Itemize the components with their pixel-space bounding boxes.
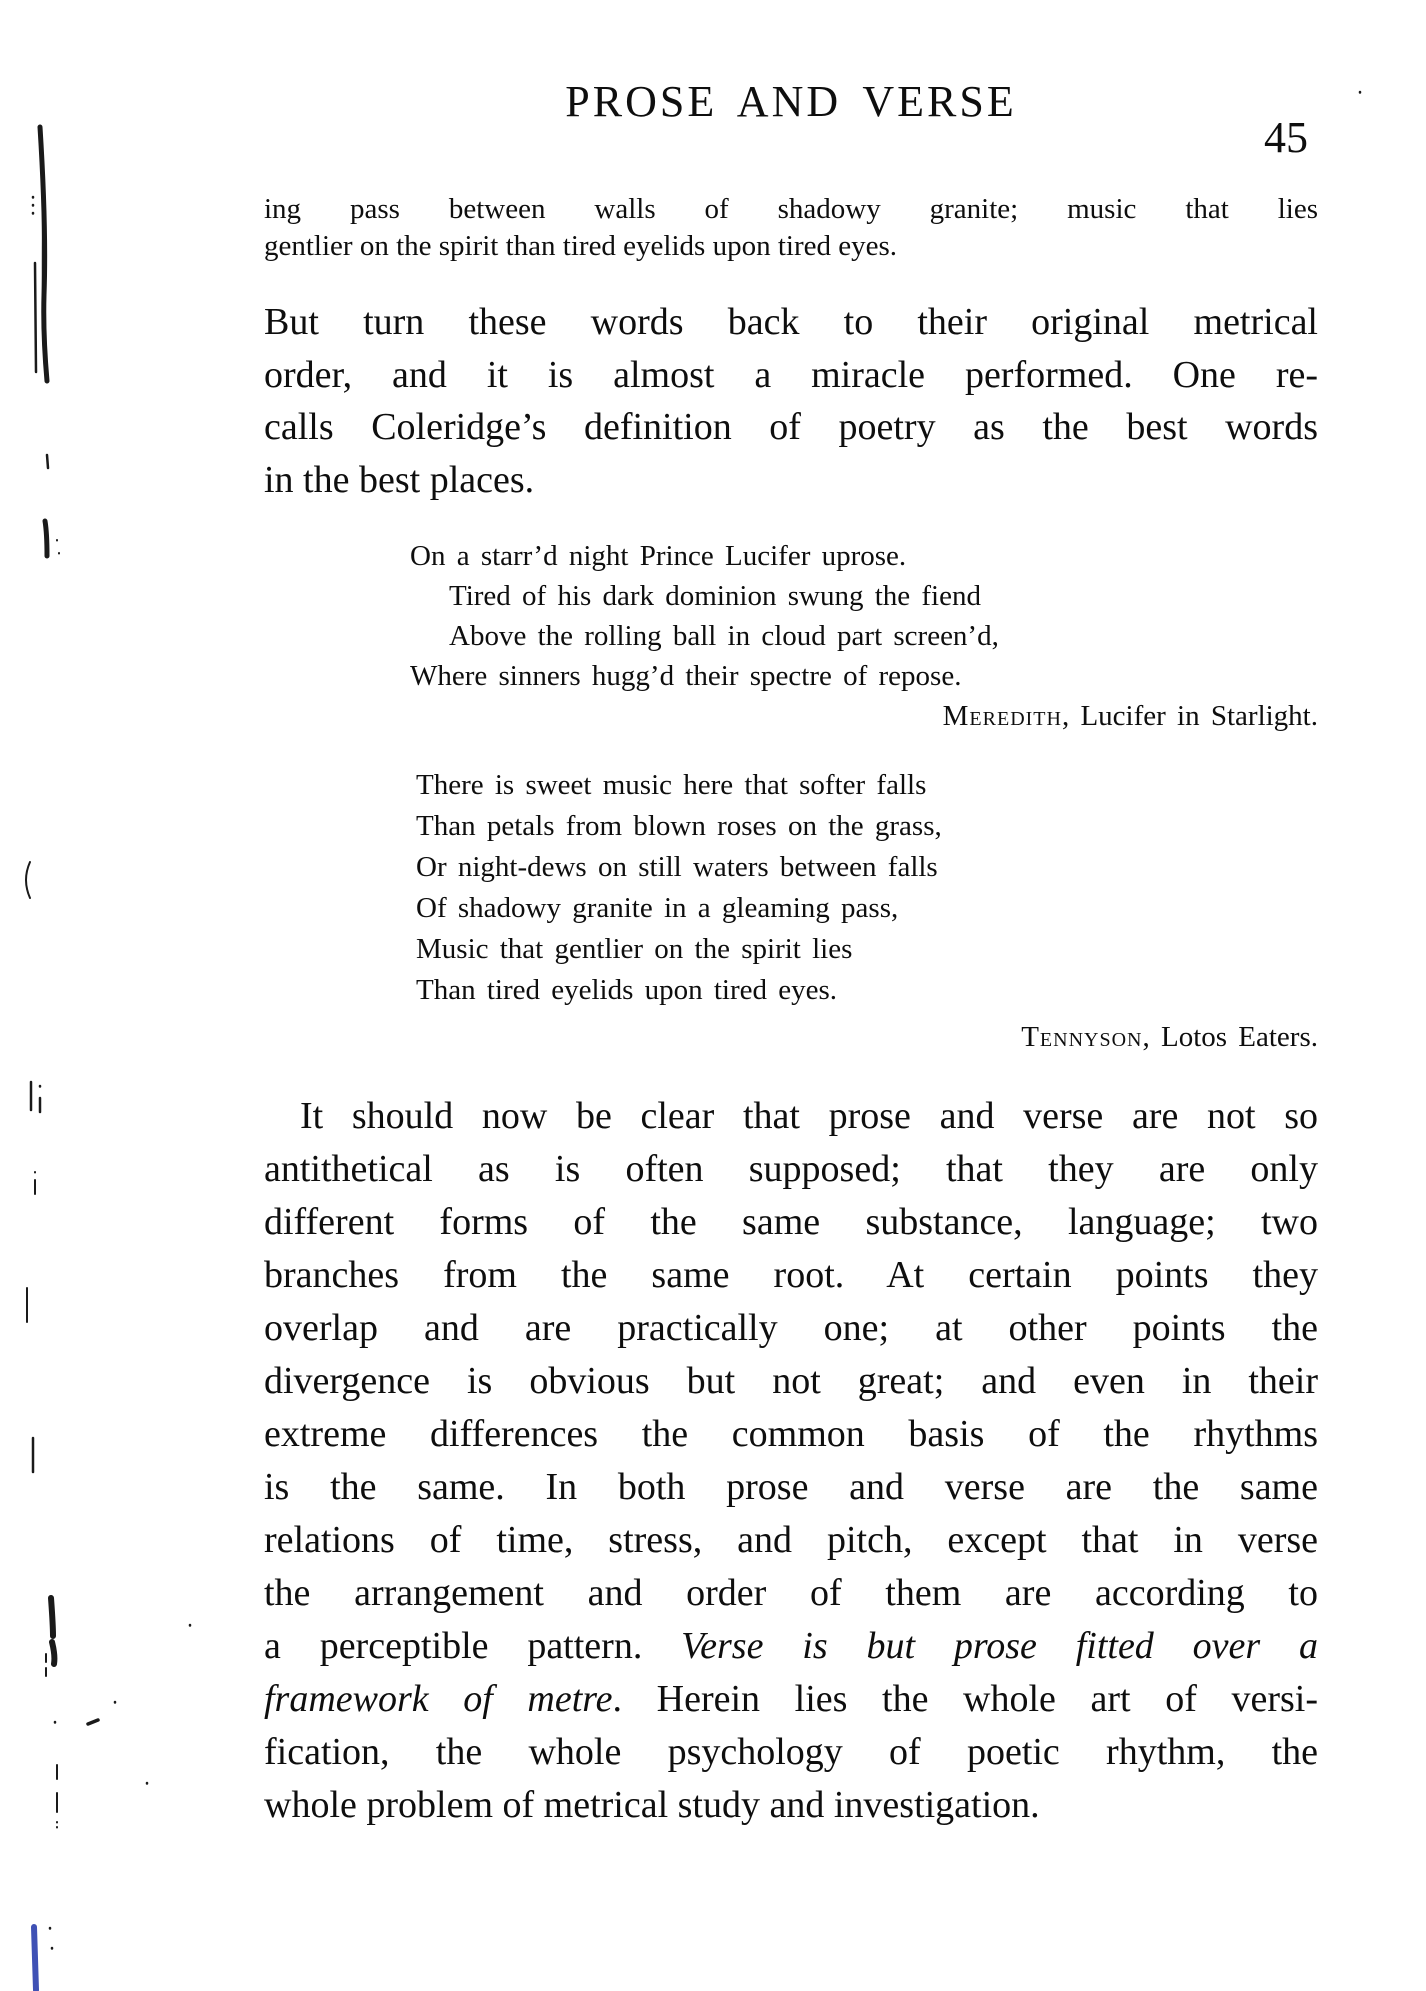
verse-line: Than petals from blown roses on the grass, xyxy=(416,810,942,842)
paragraph-metrical xyxy=(264,296,1318,507)
text-line: calls Coleridge’s definition of poetry as the best words xyxy=(264,406,1318,449)
text-segment: a perceptible pattern. xyxy=(264,1625,643,1667)
text-line: But turn these words back to their original metrical xyxy=(264,301,1318,343)
margin-dash-slant xyxy=(88,1720,98,1724)
paragraph-closing xyxy=(264,1090,1318,1832)
text-line: the arrangement and order of them are according to xyxy=(264,1572,1318,1614)
attribution-work: , Lotos Eaters. xyxy=(1142,1021,1318,1053)
text-line: in the best places. xyxy=(264,459,535,502)
text-line: is the same. In both prose and verse are the same xyxy=(264,1466,1318,1508)
verse-line: Than tired eyelids upon tired eyes. xyxy=(416,974,838,1006)
text-line: antithetical as is often supposed; that they are only xyxy=(264,1148,1318,1190)
margin-mark-cluster xyxy=(31,1082,40,1112)
attribution-author: Meredith xyxy=(942,700,1062,732)
text-line xyxy=(264,1673,1318,1726)
text-line: ing pass between walls of shadowy granite; music that lies xyxy=(264,193,1318,225)
attribution-author: Tennyson xyxy=(1021,1021,1143,1053)
page-number: 45 xyxy=(1264,113,1308,162)
gutter-stroke-ragged xyxy=(42,150,43,305)
text-segment: . Herein lies the whole art of versi- xyxy=(612,1678,1318,1720)
margin-paren-mark xyxy=(26,862,30,898)
text-line: It should now be clear that prose and verse are not so xyxy=(300,1095,1318,1137)
blue-ink-mark xyxy=(34,1927,36,1990)
verse-line: Or night-dews on still waters between falls xyxy=(416,851,938,883)
text-line: order, and it is almost a miracle performed. One re- xyxy=(264,353,1318,396)
verse-line: Above the rolling ball in cloud part screen’d, xyxy=(449,620,999,652)
quote-attribution xyxy=(410,696,1318,736)
text-segment-italic: framework of metre xyxy=(264,1678,613,1720)
text-line: divergence is obvious but not great; and even in their xyxy=(264,1360,1318,1402)
margin-blob-2 xyxy=(51,1598,53,1636)
page-header-title: PROSE AND VERSE xyxy=(565,77,1017,126)
text-line: branches from the same root. At certain points they xyxy=(264,1254,1318,1296)
text-line: different forms of the same substance, language; two xyxy=(264,1201,1318,1243)
text-line xyxy=(264,1620,1318,1673)
gutter-stroke xyxy=(40,127,47,381)
text-line: whole problem of metrical study and investigation. xyxy=(264,1784,1040,1826)
text-line: extreme differences the common basis of the rhythms xyxy=(264,1413,1318,1455)
margin-blob-3 xyxy=(52,1642,54,1664)
margin-blob-1 xyxy=(45,521,47,556)
attribution-work: , Lucifer in Starlight. xyxy=(1061,700,1318,732)
verse-line: Of shadowy granite in a gleaming pass, xyxy=(416,892,899,924)
verse-line: Tired of his dark dominion swung the fiend xyxy=(449,580,981,612)
verse-line: Where sinners hugg’d their spectre of repose. xyxy=(410,660,962,692)
quote-attribution xyxy=(416,1017,1318,1058)
paragraph-continuation xyxy=(264,191,1318,265)
gutter-stroke-thin xyxy=(35,263,36,372)
margin-blob-1-dots xyxy=(57,540,59,554)
text-segment-italic: Verse is but prose fitted over a xyxy=(681,1625,1318,1667)
verse-tennyson xyxy=(416,765,1318,1058)
verse-line: Music that gentlier on the spirit lies xyxy=(416,933,853,965)
verse-line: There is sweet music here that softer falls xyxy=(416,769,927,801)
margin-tick-1 xyxy=(47,455,48,468)
text-line: relations of time, stress, and pitch, except that in verse xyxy=(264,1519,1318,1561)
verse-line: On a starr’d night Prince Lucifer uprose. xyxy=(410,540,907,572)
text-line: gentlier on the spirit than tired eyelids upon tired eyes. xyxy=(264,230,898,262)
text-line: overlap and are practically one; at other points the xyxy=(264,1307,1318,1349)
text-line: fication, the whole psychology of poetic rhythm, the xyxy=(264,1731,1318,1773)
verse-meredith xyxy=(410,536,1318,736)
